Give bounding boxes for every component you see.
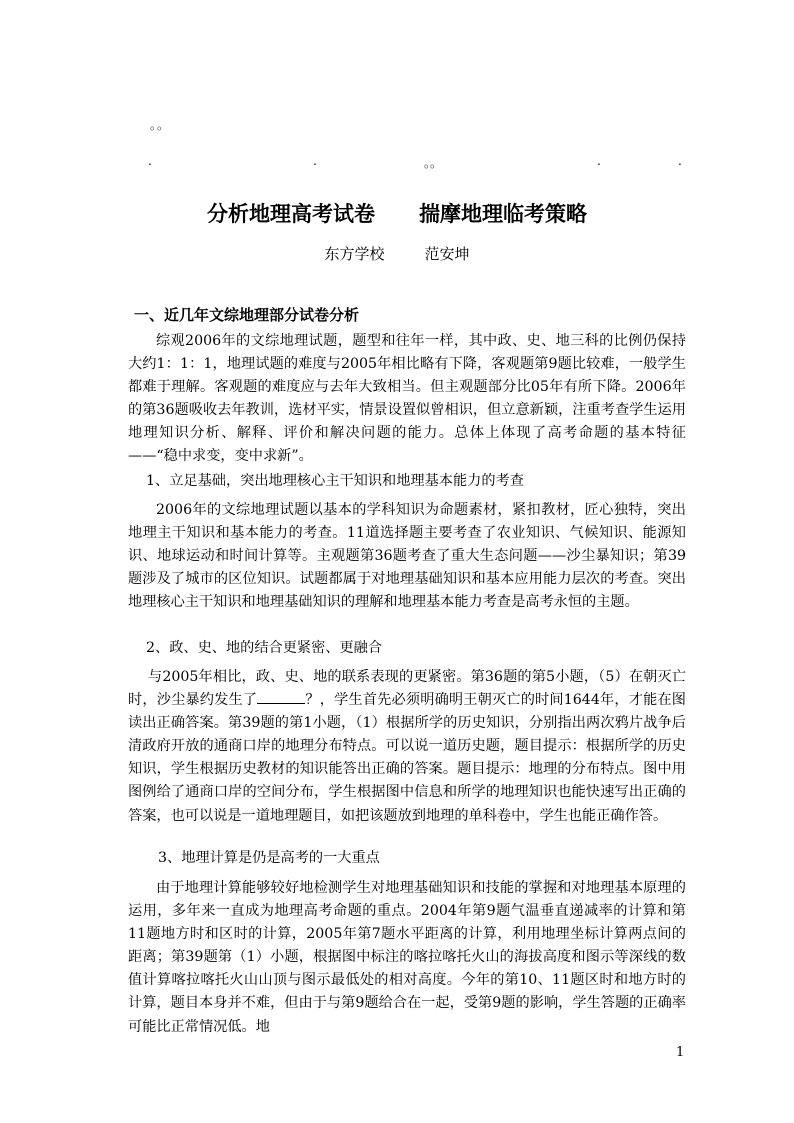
- section-heading: 一、近几年文综地理部分试卷分析: [134, 306, 360, 324]
- subheading-1: 1、立足基础，突出地理核心主干知识和地理基本能力的考查: [146, 473, 524, 489]
- header-dots-row: [0, 154, 794, 174]
- author-line: [0, 243, 794, 264]
- page-number: 1: [676, 1045, 685, 1060]
- header-dot: .: [313, 154, 317, 168]
- subheading-2: 2、政、史、地的结合更紧密、更融合: [146, 640, 383, 656]
- title-part-1: 分析地理高考试卷: [207, 201, 375, 226]
- document-title: [0, 198, 794, 228]
- paragraph-3: 由于地理计算能够较好地检测学生对地理基础知识和技能的掌握和对地理基本原理的运用，多年来一直成为地理高考命题的重点。2004年第9题气温垂直递减率的计算和第11题地方时和区时的计算，2005年第7题水平距离的计算，利用地理坐标计算两点间的距离；第39题第（1）小题，根据图中标注的喀拉喀托火山的海拔高度和图示等深线的数值计算喀拉喀托火山山顶与图示最低处的相对高度。今年的第10、11题区时和地方时的计算，题目本身并不难，但由于与第9题给合在一起，受第9题的影响，学生答题的正确率可能比正常情况低。地: [128, 880, 686, 1035]
- header-dot: 。。: [424, 156, 443, 170]
- intro-paragraph: 综观2006年的文综地理试题，题型和往年一样，其中政、史、地三科的比例仍保持大约1：1：1，地理试题的难度与2005年相比略有下降，客观题第9题比较难，一般学生都难于理解。客观题的难度应与去年大致相当。但主观题部分比05年有所下降。2006年的第36题吸收去年教训，选材平实，情景设置似曾相识，但立意新颖，注重考查学生运用地理知识分析、解释、评价和解决问题的能力。总体上体现了高考命题的基本特征——“稳中求变，变中求新”。: [128, 333, 686, 465]
- author-name: 范安坤: [424, 245, 470, 263]
- subheading-3: 3、地理计算是仍是高考的一大重点: [158, 850, 380, 866]
- paragraph-2-part-b: ？，学生首先必须明确明王朝灭亡的时间1644年，才能在图读出正确答案。第39题的第1小题，（1）根据所学的历史知识，分别指出两次鸦片战争后清政府开放的通商口岸的地理分布特点。可以说一道历史题，题目提示：根据所学的历史知识，学生根据历史教材的知识能答出正确的答案。题目提示：地理的分布特点。图中用图例给了通商口岸的空间分布，学生根据图中信息和所学的地理知识也能快速写出正确的答案，也可以说是一道地理题目，如把该题放到地理的单科卷中，学生也能正确作答。: [128, 692, 686, 824]
- header-dot: .: [678, 154, 682, 168]
- paragraph-1: 2006年的文综地理试题以基本的学科知识为命题素材，紧扣教材，匠心独特，突出地理主干知识和基本能力的考查。11道选择题主要考查了农业知识、气候知识、能源知识、地球运动和时间计算等。主观题第36题考查了重大生态问题——沙尘暴知识；第39题涉及了城市的区位知识。试题都属于对地理基础知识和基本应用能力层次的考查。突出地理核心主干知识和地理基础知识的理解和地理基本能力考查是高考永恒的主题。: [128, 502, 686, 611]
- header-dot: .: [148, 154, 152, 168]
- author-school: 东方学校: [324, 245, 385, 263]
- paragraph-2-part-a: 与2005年相比，政、史、地的联系表现的更紧密。第36题的第5小题，（5）在朝灭亡时，沙尘暴约发生了: [128, 669, 686, 709]
- title-part-2: 揣摩地理临考策略: [419, 201, 587, 226]
- header-dots-top: 。。: [150, 118, 171, 132]
- paragraph-2: [128, 666, 686, 828]
- answer-blank: [257, 689, 305, 704]
- header-dot: .: [597, 154, 601, 168]
